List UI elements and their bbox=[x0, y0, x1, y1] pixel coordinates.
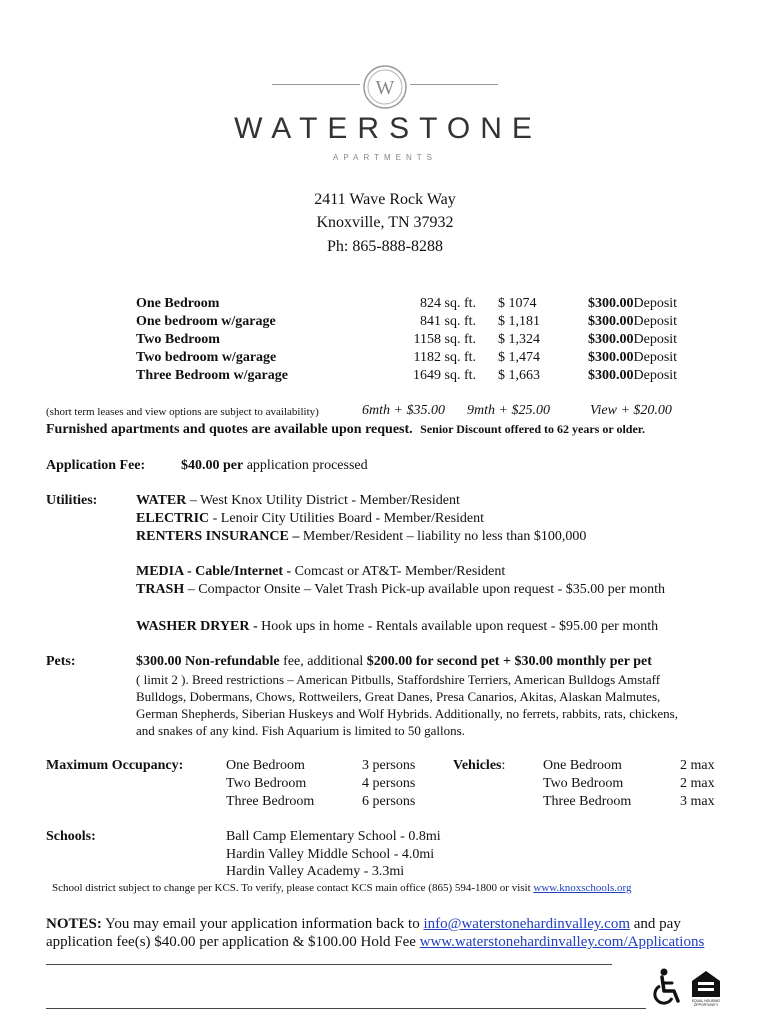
occupancy-label: Maximum Occupancy: bbox=[46, 758, 184, 773]
address-street: 2411 Wave Rock Way bbox=[314, 191, 456, 208]
unit-name: Three Bedroom w/garage bbox=[136, 368, 288, 383]
unit-sqft: 1649 sq. ft. bbox=[413, 368, 476, 383]
utility-electric: ELECTRIC - Lenoir City Utilities Board - Member/Resident bbox=[136, 511, 485, 526]
nine-month-option: 9mth + $25.00 bbox=[467, 403, 550, 418]
unit-rent: $ 1,663 bbox=[498, 368, 540, 383]
occupancy-unit: Two Bedroom bbox=[226, 776, 307, 791]
application-fee-value: $40.00 per application processed bbox=[181, 458, 368, 473]
email-link[interactable]: info@waterstonehardinvalley.com bbox=[423, 916, 630, 932]
occupancy-persons: 4 persons bbox=[362, 776, 416, 791]
unit-deposit: $300.00 bbox=[588, 332, 634, 347]
pet-restrictions-2: Bulldogs, Dobermans, Chows, Rottweilers, Great Danes, Presa Canarios, Akitas, Alaskan Malmutes, bbox=[136, 689, 661, 704]
svg-text:W: W bbox=[375, 77, 395, 99]
pets-label: Pets: bbox=[46, 654, 76, 669]
school-item: Ball Camp Elementary School - 0.8mi bbox=[226, 829, 441, 844]
occupancy-persons: 6 persons bbox=[362, 794, 416, 809]
logo-line-right bbox=[410, 84, 498, 85]
view-option: View + $20.00 bbox=[590, 403, 672, 418]
logo-tagline: APARTMENTS bbox=[333, 153, 437, 162]
application-fee-label: Application Fee: bbox=[46, 458, 146, 473]
unit-deposit: $300.00 bbox=[588, 296, 634, 311]
notes-line-1: NOTES: You may email your application information back to info@waterstonehardinvalley.com and pay bbox=[46, 916, 681, 932]
logo-wordmark: WATERSTONE bbox=[234, 112, 542, 145]
furnished-text: Furnished apartments and quotes are available upon request. bbox=[46, 422, 413, 437]
address-city: Knoxville, TN 37932 bbox=[316, 214, 454, 231]
utility-trash: TRASH – Compactor Onsite – Valet Trash Pick-up available upon request - $35.00 per month bbox=[136, 582, 665, 597]
logo-monogram bbox=[360, 62, 410, 112]
occupancy-unit: One Bedroom bbox=[226, 758, 305, 773]
school-item: Hardin Valley Academy - 3.3mi bbox=[226, 864, 405, 879]
unit-rent: $ 1,324 bbox=[498, 332, 540, 347]
vehicle-max: 2 max bbox=[680, 776, 715, 791]
svg-text:EQUAL HOUSING: EQUAL HOUSING bbox=[691, 999, 721, 1003]
applications-link[interactable]: www.waterstonehardinvalley.com/Applications bbox=[419, 934, 705, 950]
logo-line-left bbox=[272, 84, 360, 85]
utility-washer-dryer: WASHER DRYER - Hook ups in home - Rentals available upon request - $95.00 per month bbox=[136, 619, 659, 634]
unit-name: Two Bedroom bbox=[136, 332, 220, 347]
occupancy-unit: Three Bedroom bbox=[226, 794, 315, 809]
vehicle-max: 3 max bbox=[680, 794, 715, 809]
vehicle-max: 2 max bbox=[680, 758, 715, 773]
senior-discount: Senior Discount offered to 62 years or older. bbox=[420, 422, 646, 436]
utility-water: WATER – West Knox Utility District - Member/Resident bbox=[136, 493, 460, 508]
signature-line-1 bbox=[46, 964, 612, 965]
unit-deposit: $300.00 bbox=[588, 314, 634, 329]
schools-label: Schools: bbox=[46, 829, 96, 844]
short-term-note: (short term leases and view options are subject to availability) bbox=[46, 406, 319, 418]
six-month-option: 6mth + $35.00 bbox=[362, 403, 445, 418]
unit-rent: $ 1,474 bbox=[498, 350, 540, 365]
unit-sqft: 1182 sq. ft. bbox=[413, 350, 476, 365]
unit-name: One Bedroom bbox=[136, 296, 220, 311]
school-district-note: School district subject to change per KCS. To verify, please contact KCS main office (865) 594-1800 or visit www.knoxschools.org bbox=[52, 882, 632, 894]
unit-deposit: $300.00 bbox=[588, 368, 634, 383]
pet-restrictions-4: and snakes of any kind. Fish Aquarium is limited to 50 gallons. bbox=[136, 723, 465, 738]
knoxschools-link[interactable]: www.knoxschools.org bbox=[533, 882, 632, 894]
unit-name: One bedroom w/garage bbox=[136, 314, 276, 329]
signature-line-2 bbox=[46, 1008, 646, 1009]
school-item: Hardin Valley Middle School - 4.0mi bbox=[226, 847, 435, 862]
utility-insurance: RENTERS INSURANCE – Member/Resident – liability no less than $100,000 bbox=[136, 529, 587, 544]
notes-line-2: application fee(s) $40.00 per application & $100.00 Hold Fee www.waterstonehardinvalley.com/Applications bbox=[46, 934, 705, 950]
occupancy-persons: 3 persons bbox=[362, 758, 416, 773]
unit-deposit: $300.00 bbox=[588, 350, 634, 365]
equal-housing-icon bbox=[688, 967, 724, 1007]
utilities-label: Utilities: bbox=[46, 493, 98, 508]
vehicle-unit: One Bedroom bbox=[543, 758, 622, 773]
unit-sqft: 1158 sq. ft. bbox=[413, 332, 476, 347]
furnished-line bbox=[46, 422, 645, 438]
unit-sqft: 824 sq. ft. bbox=[420, 296, 476, 311]
vehicles-label: Vehicles: bbox=[453, 758, 506, 773]
unit-sqft: 841 sq. ft. bbox=[420, 314, 476, 329]
wheelchair-icon bbox=[652, 967, 684, 1007]
unit-rent: $ 1074 bbox=[498, 296, 537, 311]
utility-media: MEDIA - Cable/Internet - Comcast or AT&T- Member/Resident bbox=[136, 564, 506, 579]
pet-restrictions-3: German Shepherds, Siberian Huskeys and Wolf Hybrids. Additionally, no ferrets, rabbits, rats, chickens, bbox=[136, 706, 678, 721]
address-phone: Ph: 865-888-8288 bbox=[327, 238, 443, 255]
vehicle-unit: Two Bedroom bbox=[543, 776, 624, 791]
pet-restrictions-1: ( limit 2 ). Breed restrictions – American Pitbulls, Staffordshire Terriers, American Bulldogs Amstaff bbox=[136, 672, 661, 687]
vehicle-unit: Three Bedroom bbox=[543, 794, 632, 809]
pet-fee: $300.00 Non-refundable fee, additional $200.00 for second pet + $30.00 monthly per pet bbox=[136, 654, 652, 669]
unit-rent: $ 1,181 bbox=[498, 314, 540, 329]
unit-name: Two bedroom w/garage bbox=[136, 350, 277, 365]
notes-label: NOTES: bbox=[46, 916, 102, 932]
svg-text:OPPORTUNITY: OPPORTUNITY bbox=[693, 1003, 719, 1007]
